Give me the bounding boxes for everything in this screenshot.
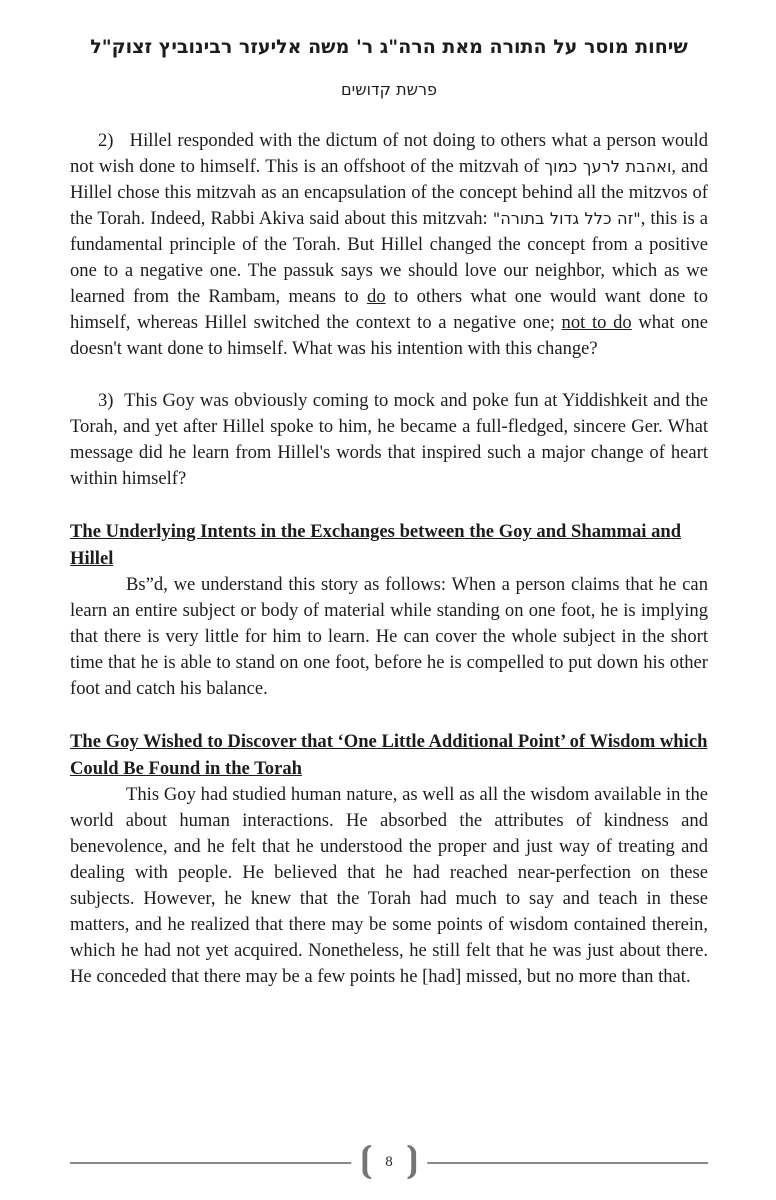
hebrew-phrase: "זה כלל גדול בתורה" xyxy=(492,209,641,228)
page-number: 8 xyxy=(385,1153,393,1170)
page-footer xyxy=(70,1140,708,1184)
text-run: , this is a fundamental principle of the Torah. But Hillel changed the concept from a positive one to a negative one. The passuk says we should love our neighbor, which as we learned from the Rambam, means to xyxy=(70,208,708,307)
body-paragraph xyxy=(70,572,708,702)
text-run: The Goy Wished to Discover that ‘One Little Additional Point’ of Wisdom which Could Be Found in the Torah xyxy=(70,731,708,779)
body-paragraph xyxy=(70,388,708,492)
section-heading xyxy=(70,728,708,782)
text-run: This Goy had studied human nature, as well as all the wisdom available in the world about human interactions. He absorbed the attributes of kindness and benevolence, and he felt that he understood the proper and just way of treating and dealing with people. He believed that he had reached near-perfection on these subjects. However, he knew that the Torah had much to say and teach in these matters, and he realized that there may be some points of wisdom contained therein, which he had not yet acquired. Nonetheless, he still felt that he was just about there. He conceded that there may be a few points he [had] missed, but no more than that. xyxy=(70,784,708,987)
underlined-phrase: do xyxy=(367,286,386,307)
hebrew-title: שיחות מוסר על התורה מאת הרה"ג ר' משה אליעזר רבינוביץ זצוק"ל xyxy=(90,36,688,58)
document-body xyxy=(70,128,708,990)
text-run: 3) This Goy was obviously coming to mock and poke fun at Yiddishkeit and the Torah, and yet after Hillel spoke to him, he became a full-fledged, sincere Ger. What message did he learn from Hillel's words that inspired such a major change of heart within himself? xyxy=(70,390,708,489)
text-run: , and Hillel chose this mitzvah as an encapsulation of the concept behind all the mitzvos of the Torah. Indeed, Rabbi Akiva said about this mitzvah: xyxy=(70,156,708,229)
footer-bracket-left-icon xyxy=(362,1145,371,1179)
underlined-phrase: not to do xyxy=(561,312,632,333)
section-heading xyxy=(70,518,708,572)
footer-bracket-right-icon xyxy=(407,1145,416,1179)
text-run: to others what one would want done to himself, whereas Hillel switched the context to a negative one; xyxy=(70,286,708,333)
text-run: The Underlying Intents in the Exchanges between the Goy and Shammai and Hillel xyxy=(70,521,682,569)
text-run: what one doesn't want done to himself. What was his intention with this change? xyxy=(70,312,708,359)
body-paragraph xyxy=(70,128,708,362)
body-paragraph xyxy=(70,782,708,990)
hebrew-subtitle-parsha: פרשת קדושים xyxy=(341,80,437,99)
document-content xyxy=(70,34,708,990)
text-run: Bs”d, we understand this story as follows: When a person claims that he can learn an entire subject or body of material while standing on one foot, he is implying that there is very little for him to learn. He can cover the whole subject in the short time that he is able to stand on one foot, before he is compelled to put down his other foot and catch his balance. xyxy=(70,574,708,699)
text-run: 2) Hillel responded with the dictum of not doing to others what a person would not wish done to himself. This is an offshoot of the mitzvah of xyxy=(70,130,708,177)
page-number-badge xyxy=(351,1145,427,1179)
hebrew-phrase: ואהבת לרעך כמוך xyxy=(544,157,672,176)
